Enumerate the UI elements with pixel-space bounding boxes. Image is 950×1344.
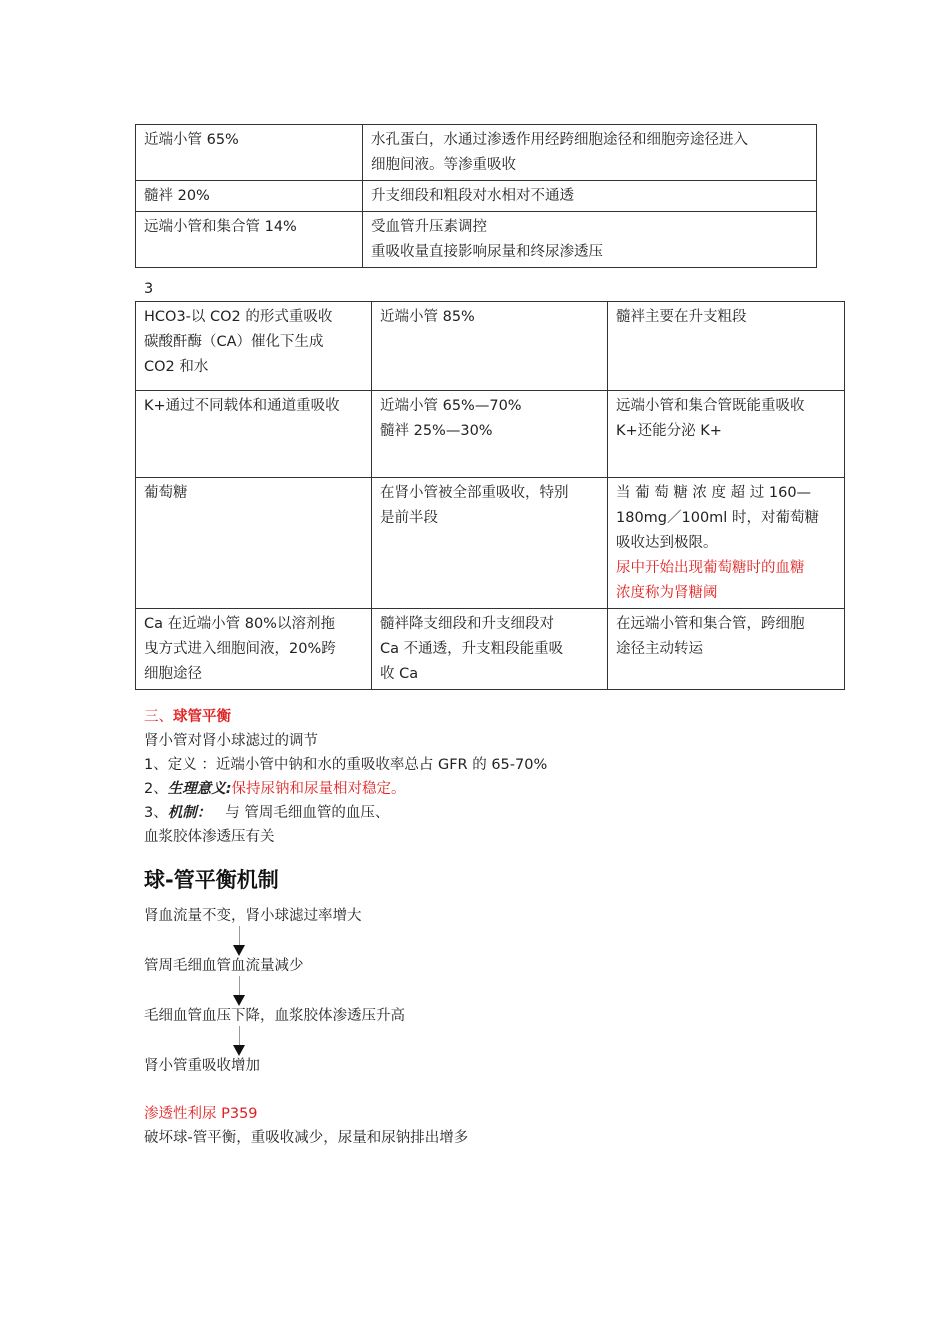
- section-heading: [144, 705, 547, 729]
- definition-line: [144, 753, 547, 777]
- table-cell: [136, 302, 372, 391]
- table-cell: [136, 609, 372, 690]
- cell-line: 髓袢降支细段和升支细段对: [380, 616, 554, 632]
- cell-line: K+通过不同载体和通道重吸收: [144, 398, 340, 414]
- cell-line: 是前半段: [380, 510, 438, 526]
- cell-line: K+还能分泌 K+: [616, 423, 722, 439]
- renal-threshold-note: 尿中开始出现葡萄糖时的血糖: [616, 560, 805, 576]
- flow-step: 管周毛细血管血流量减少: [144, 958, 304, 974]
- section-line: 肾小管对肾小球滤过的调节: [144, 733, 318, 749]
- cell-line: 细胞间液。等渗重吸收: [371, 157, 516, 173]
- cell-line: 收 Ca: [380, 666, 419, 682]
- definition-text: 近端小管中钠和水的重吸收率总占 GFR 的 65-70%: [215, 757, 548, 773]
- table-row: [136, 609, 845, 690]
- osmotic-diuresis: [144, 1102, 468, 1150]
- table-cell: [608, 609, 845, 690]
- cell-line: HCO3-以 CO2 的形式重吸收: [144, 309, 333, 325]
- table-row: [136, 478, 845, 609]
- table-cell: [608, 391, 845, 478]
- down-arrow-icon: [233, 926, 247, 956]
- flow-step: 肾血流量不变，肾小球滤过率增大: [144, 908, 362, 924]
- table-cell: [608, 478, 845, 609]
- glomerulotubular-section: [144, 705, 547, 849]
- table-cell: [363, 181, 817, 212]
- cell-line: 远端小管和集合管既能重吸收: [616, 398, 805, 414]
- section-prefix: 三、: [144, 709, 173, 725]
- cell-line: 180mg／100ml 时，对葡萄糖: [616, 510, 819, 526]
- table-row: [136, 391, 845, 478]
- table-cell: [608, 302, 845, 391]
- cell-line: 在肾小管被全部重吸收，特别: [380, 485, 569, 501]
- cell-line: CO2 和水: [144, 359, 209, 375]
- cell-line: 细胞途径: [144, 666, 202, 682]
- significance-label: 生理意义:: [167, 781, 232, 797]
- significance-line: [144, 777, 547, 801]
- osmotic-title: 渗透性利尿 P359: [144, 1106, 258, 1122]
- section-title: 球管平衡: [173, 709, 231, 725]
- section-number: 3: [144, 281, 154, 297]
- cell-line: 碳酸酐酶（CA）催化下生成: [144, 334, 324, 350]
- cell-line: Ca 在近端小管 80%以溶剂拖: [144, 616, 335, 632]
- cell-line: 吸收达到极限。: [616, 535, 718, 551]
- table-row: [136, 125, 817, 181]
- cell-line: 途径主动转运: [616, 641, 703, 657]
- osmotic-text: 破坏球-管平衡，重吸收减少，尿量和尿钠排出增多: [144, 1130, 469, 1146]
- table-cell: 近端小管 65%: [136, 125, 363, 181]
- cell-line: 升支细段和粗段对水相对不通透: [371, 188, 574, 204]
- table-cell: [136, 391, 372, 478]
- definition-label: 1、定义 ：: [144, 757, 216, 773]
- mechanism-heading: 球-管平衡机制: [144, 868, 279, 892]
- cell-line: 近端小管 65%—70%: [380, 398, 522, 414]
- down-arrow-icon: [233, 976, 247, 1006]
- mechanism-line-2: 血浆胶体渗透压有关: [144, 829, 275, 845]
- renal-threshold-note: 浓度称为肾糖阈: [616, 585, 718, 601]
- table-cell: [363, 212, 817, 268]
- cell-line: 重吸收量直接影响尿量和终尿渗透压: [371, 244, 603, 260]
- cell-line: 水孔蛋白，水通过渗透作用经跨细胞途径和细胞旁途径进入: [371, 132, 748, 148]
- table-cell: [372, 609, 608, 690]
- table-cell: [136, 478, 372, 609]
- cell-line: 髓袢 25%—30%: [380, 423, 493, 439]
- table-row: [136, 302, 845, 391]
- significance-number: 2、: [144, 781, 168, 797]
- water-reabsorption-table: [135, 124, 817, 268]
- cell-line: Ca 不通透，升支粗段能重吸: [380, 641, 564, 657]
- table-cell: [363, 125, 817, 181]
- cell-line: 在远端小管和集合管，跨细胞: [616, 616, 805, 632]
- table-cell: 远端小管和集合管 14%: [136, 212, 363, 268]
- significance-text: 保持尿钠和尿量相对稳定。: [231, 781, 406, 797]
- mechanism-number: 3、: [144, 805, 168, 821]
- table-row: [136, 212, 817, 268]
- cell-line: 髓袢主要在升支粗段: [616, 309, 747, 325]
- ion-reabsorption-table: [135, 301, 845, 690]
- table-cell: 髓袢 20%: [136, 181, 363, 212]
- table-cell: [372, 391, 608, 478]
- mechanism-label: 机制：: [167, 805, 212, 821]
- mechanism-line: [144, 801, 547, 825]
- table-cell: [372, 302, 608, 391]
- cell-line: 葡萄糖: [144, 485, 188, 501]
- table-cell: [372, 478, 608, 609]
- cell-line: 近端小管 85%: [380, 309, 475, 325]
- cell-line: 曳方式进入细胞间液，20%跨: [144, 641, 336, 657]
- cell-line: 受血管升压素调控: [371, 219, 487, 235]
- flow-step: 肾小管重吸收增加: [144, 1058, 260, 1074]
- mechanism-text: 与 管周毛细血管的血压、: [225, 805, 390, 821]
- down-arrow-icon: [233, 1026, 247, 1056]
- cell-line: 当 葡 萄 糖 浓 度 超 过 160—: [616, 485, 812, 501]
- flow-step: 毛细血管血压下降，血浆胶体渗透压升高: [144, 1008, 405, 1024]
- table-row: [136, 181, 817, 212]
